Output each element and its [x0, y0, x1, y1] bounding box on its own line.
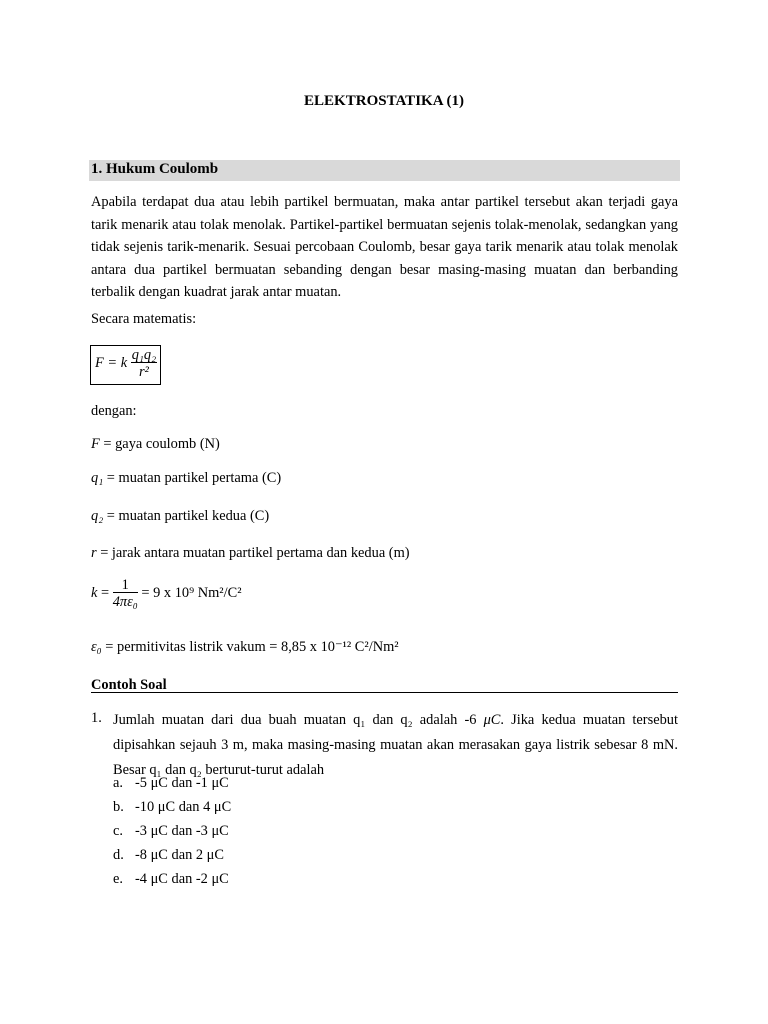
- question-text-part2: . Jika kedua muatan tersebut dipisahkan sejauh 3 m, maka masing-masing muatan akan merasakan gaya listrik sebesar 8 mN. Besar q₁ dan q₂ berturut-turut adalah: [113, 712, 678, 778]
- option-label: a.: [113, 775, 123, 791]
- page-title: ELEKTROSTATIKA (1): [304, 93, 464, 109]
- definition-F: F = gaya coulomb (N): [91, 436, 220, 452]
- formula-lhs: F = k: [95, 355, 128, 372]
- formula-fraction: [131, 348, 157, 380]
- option-label: b.: [113, 799, 124, 815]
- question-text: [113, 708, 678, 783]
- k-numerator: 1: [113, 578, 138, 593]
- option-text: -5 μC dan -1 μC: [135, 775, 229, 791]
- definition-r: r = jarak antara muatan partikel pertama dan kedua (m): [91, 545, 410, 561]
- definition-symbol: k: [91, 585, 98, 602]
- option-label: c.: [113, 823, 123, 839]
- answer-option-c: [113, 823, 229, 840]
- k-denominator: 4πε₀: [112, 594, 138, 611]
- answer-option-a: [113, 775, 229, 792]
- option-label: d.: [113, 847, 124, 863]
- definition-q1: q₁ = muatan partikel pertama (C): [91, 470, 282, 486]
- math-intro: Secara matematis:: [91, 311, 197, 327]
- intro-paragraph: Apabila terdapat dua atau lebih partikel bermuatan, maka antar partikel tersebut akan terjadi gaya tarik menarik atau tolak menolak. Partikel-partikel bermuatan sejenis tolak-menolak, sedangkan yang tidak sejenis tarik-menarik. Sesuai percobaan Coulomb, besar gaya tarik menarik atau tolak menolak antara dua partikel bermuatan sebanding dengan besar masing-masing muatan dan berbanding terbalik dengan kuadrat jarak antar muatan.: [91, 194, 678, 301]
- definition-text: jarak antara muatan partikel pertama dan kedua (m): [111, 545, 410, 561]
- option-text: -3 μC dan -3 μC: [135, 823, 229, 839]
- heading-underline: [91, 692, 678, 693]
- definition-epsilon: ε₀ = permitivitas listrik vakum = 8,85 x 10⁻¹² C²/Nm²: [91, 639, 399, 655]
- option-text: -10 μC dan 4 μC: [135, 799, 232, 815]
- coulomb-formula-box: [90, 345, 161, 385]
- definition-text: muatan partikel kedua (C): [118, 508, 270, 524]
- option-label: e.: [113, 871, 123, 887]
- definition-k: k = $\frac{1}{\text{4πε₀}}$ = 9 x 10⁹ Nm²/C²: [91, 577, 242, 611]
- definition-symbol: q₂: [91, 508, 104, 524]
- question-number: 1.: [91, 710, 102, 726]
- definition-text: gaya coulomb (N): [115, 436, 220, 452]
- k-fraction: [113, 578, 138, 610]
- question-unit: μC: [483, 712, 501, 728]
- k-value: 9 x 10⁹ Nm²/C²: [153, 585, 242, 602]
- section-heading: 1. Hukum Coulomb: [91, 161, 219, 177]
- definition-symbol: ε₀: [91, 639, 102, 655]
- answer-option-b: [113, 799, 231, 816]
- definition-text: muatan partikel pertama (C): [118, 470, 282, 486]
- answer-option-d: [113, 847, 224, 864]
- option-text: -8 μC dan 2 μC: [135, 847, 224, 863]
- definition-symbol: r: [91, 545, 97, 561]
- with-label: dengan:: [91, 403, 137, 419]
- definition-symbol: F: [91, 436, 100, 452]
- formula-denominator: r²: [138, 364, 149, 381]
- answer-option-e: [113, 871, 229, 888]
- example-heading: Contoh Soal: [91, 677, 167, 693]
- formula-numerator: q₁q₂: [131, 347, 157, 363]
- definition-q2: q₂ = muatan partikel kedua (C): [91, 508, 270, 524]
- question-text-part1: Jumlah muatan dari dua buah muatan q₁ dan q₂ adalah -6: [113, 712, 484, 728]
- option-text: -4 μC dan -2 μC: [135, 871, 229, 887]
- definition-text: permitivitas listrik vakum = 8,85 x 10⁻¹² C²/Nm²: [117, 639, 399, 655]
- definition-symbol: q₁: [91, 470, 104, 486]
